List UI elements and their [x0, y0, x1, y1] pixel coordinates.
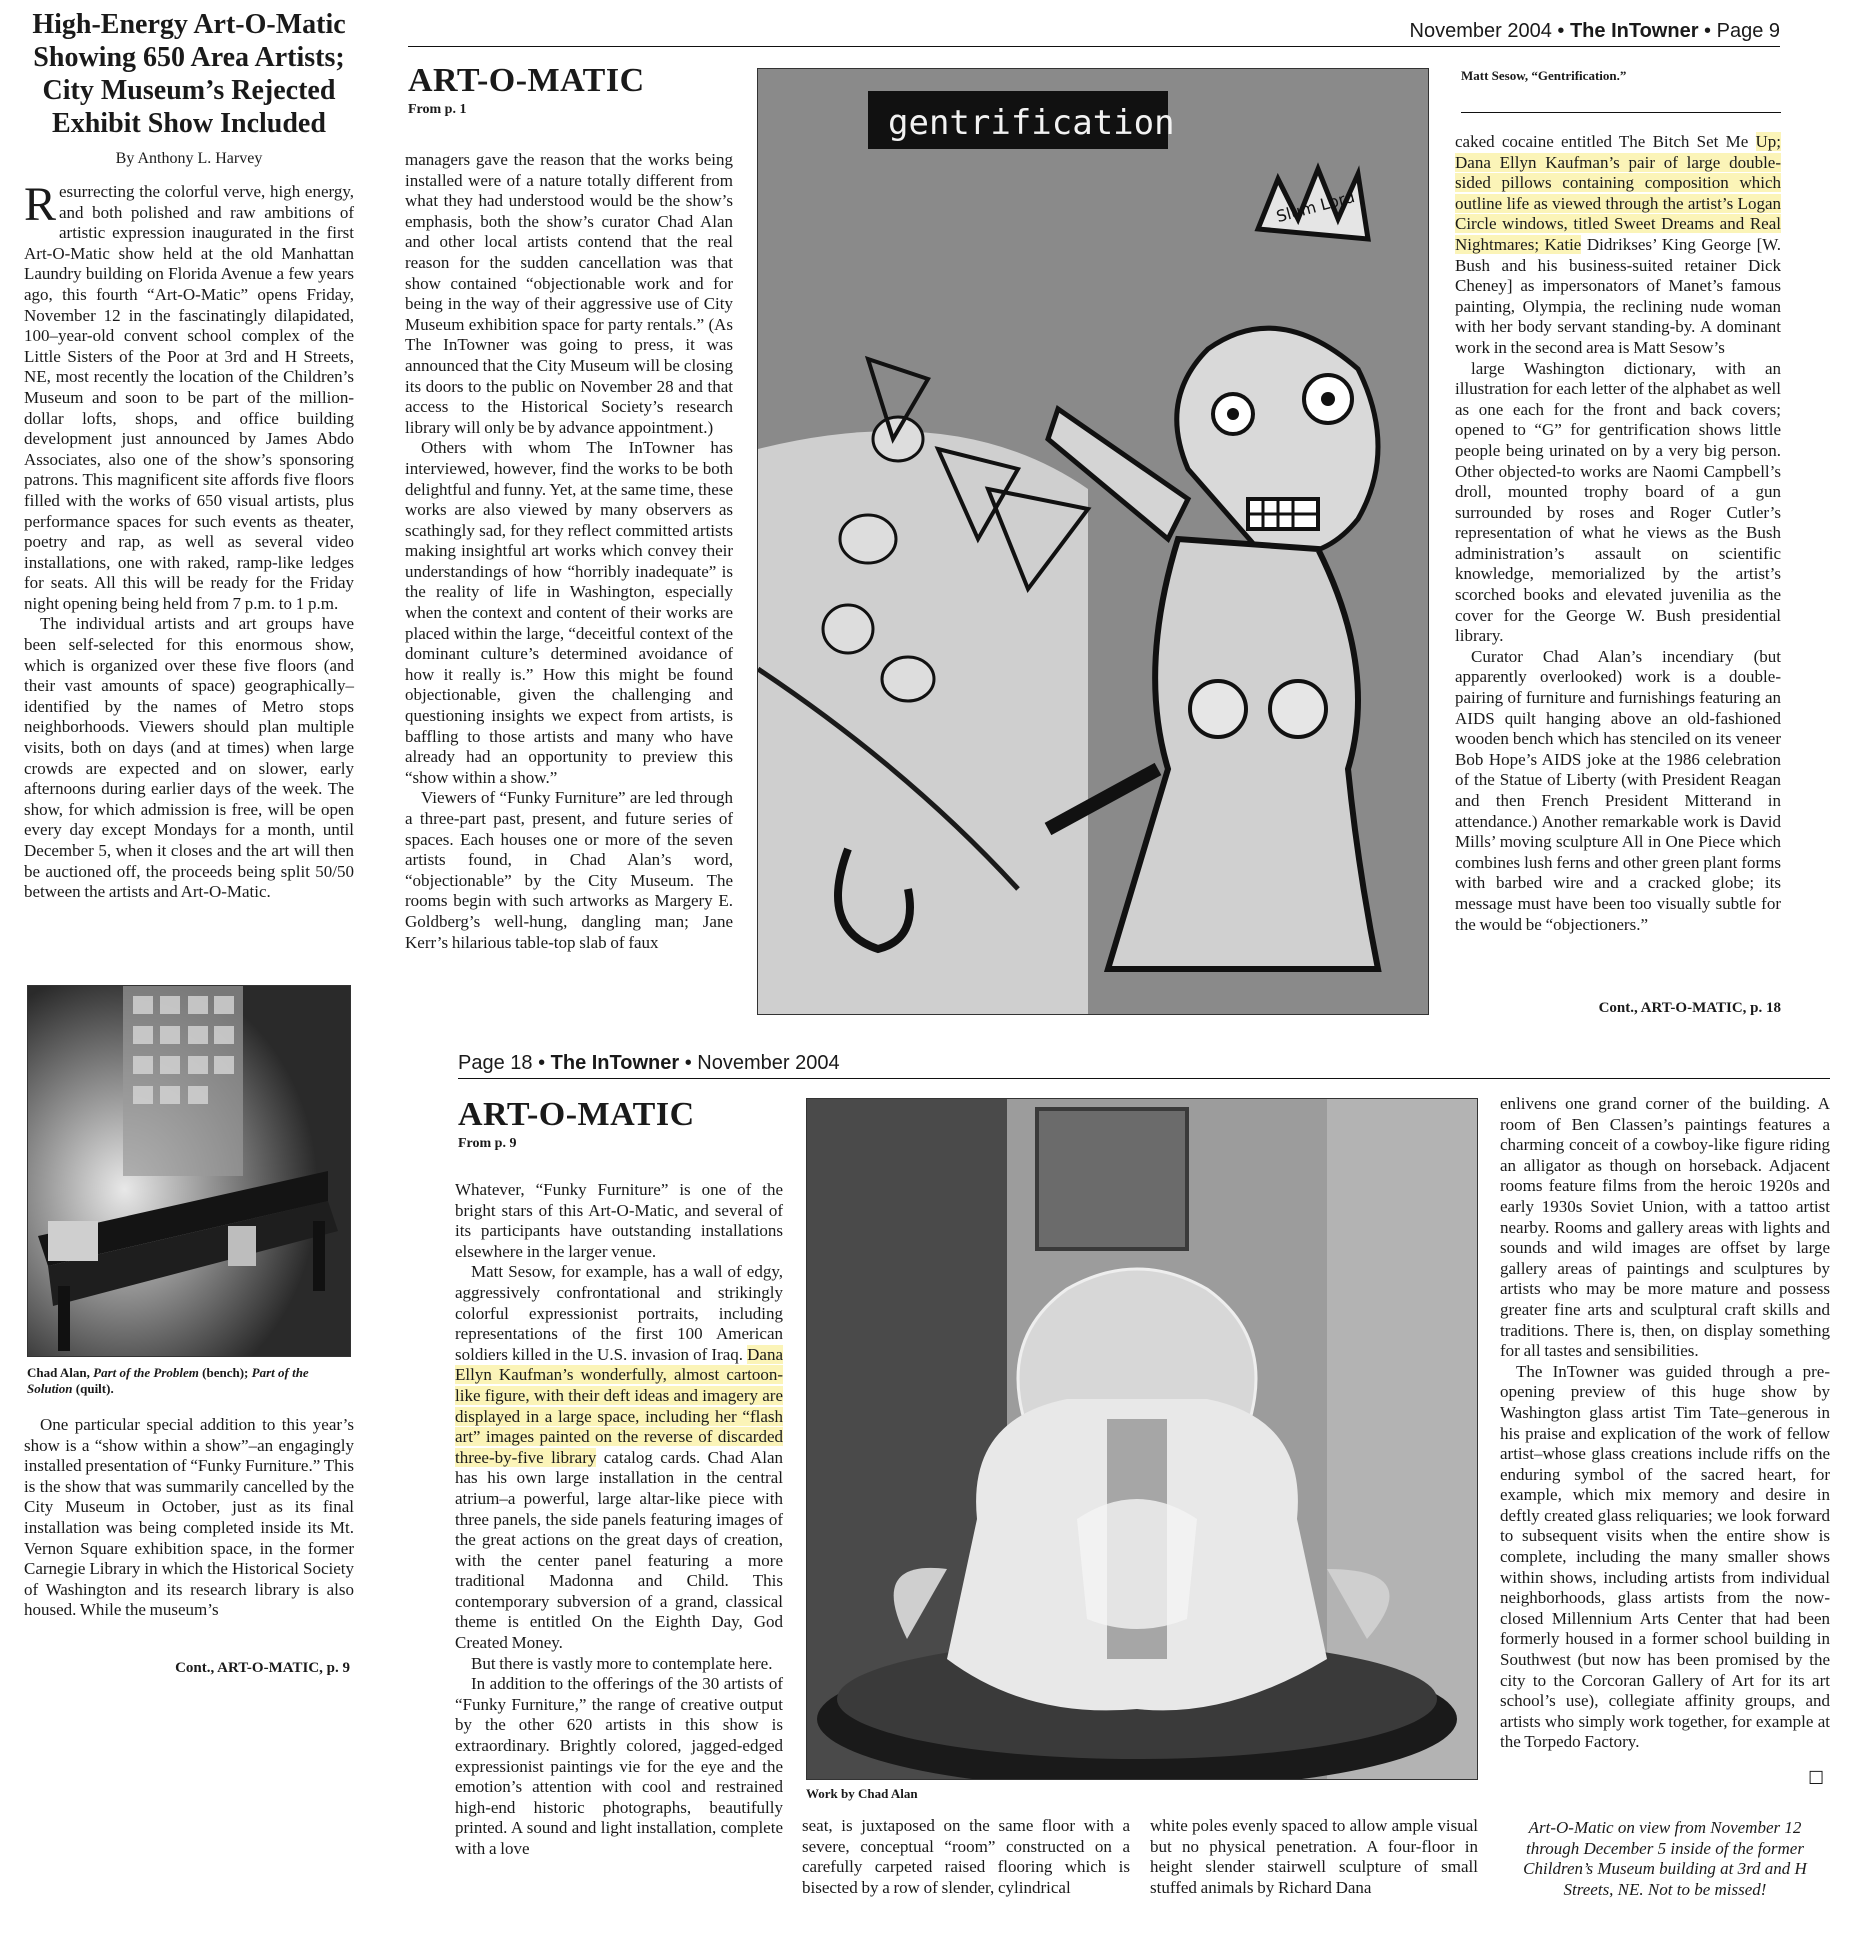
page18-col3	[1150, 1816, 1478, 1898]
page18-col2-text: seat, is juxtaposed on the same floor with a severe, conceptual “room” constructed on a carefully carpeted raised flooring which is bisected by a row of slender, cylindrical	[802, 1816, 1130, 1897]
page18-col1-p4: In addition to the offerings of the 30 artists of “Funky Furniture,” the range of creative output by the other 620 artists in this show is extraordinary. Brightly colored, jagged-edged expressionist paintings vie for the eye and the emotion’s attention with cool and restrained high-end historic photographs, beautifully printed. A sound and light installation, complete with a love	[455, 1674, 783, 1858]
page18-kicker: ART-O-MATIC	[458, 1096, 695, 1133]
page18-col1-p2-pre: Matt Sesow, for example, has a wall of edgy, aggressively confrontational and strikingly colorful expressionist portraits, including representations of the first 100 American soldiers killed in the U.S. invasion of Iraq.	[455, 1262, 783, 1364]
left-paragraph-2: The individual artists and art groups have been self-selected for this enormous show, which is organized over these five floors (and their vast amounts of space) geographically–identified by the names of Metro stops neighborhoods. Viewers should plan multiple visits, both on days (and at times) when large crowds are expected and on slower, early afternoons during earlier days of the week. The show, for which admission is free, will be open every day except Mondays for a month, until December 5, when it closes and the art will then be auctioned off, the proceeds being split 50/50 between the artists and Art-O-Matic.	[24, 614, 354, 902]
page9-col3	[1455, 132, 1781, 935]
highlighted-text-flash-art: Dana Ellyn Kaufman’s wonderfully, almost cartoon-like figure, with their deft ideas and imagery are displayed in a large space, including her “flash art” images painted on the reverse of discarded three-by-five library	[455, 1344, 783, 1467]
left-paragraph-1: esurrecting the colorful verve, high energy, and both polished and raw ambitions of artistic expression inaugurated in the first Art-O-Matic show held at the old Manhattan Laundry building on Florida Avenue a few years ago, this fourth “Art-O-Matic” opens Friday, November 12 in the fascinatingly dilapidated, 100–year-old convent school complex of the Little Sisters of the Poor at 3rd and H Streets, NE, most recently the location of the Children’s Museum and soon to be part of the million-dollar lofts, shops, and office building development just announced by James Abdo Associates, also one of the show’s sponsoring patrons. This magnificent site affords five floors filled with the works of 650 visual artists, plus performance spaces for such events as theater, poetry and rap, as well as several video installations, one with raked, ramp-like ledges for seats. All this will be ready for the Friday night opening being held from 7 p.m. to 1 p.m.	[24, 182, 354, 613]
page9-col1-p3: Viewers of “Funky Furniture” are led through a three-part past, present, and future series of spaces. Each houses one or more of the seven artists found, in Chad Alan’s word, “objectionable” by the City Museum. The rooms begin with such artworks as Margery E. Goldberg’s well-hung, dangling man; Jane Kerr’s hilarious table-top slab of faux	[405, 788, 733, 952]
page9-col1-p1: managers gave the reason that the works being installed were of a nature totally different from what they had understood would be the show’s emphasis, both the show’s curator Chad Alan and other local artists contend that the real reason for the sudden cancellation was that show contained “objectionable work and for being in the way of their aggressive use of City Museum exhibition space for party rentals.” (As The InTowner was going to press, it was announced that the City Museum will be closing its doors to the public on November 28 and that access to the Historical Society’s research library will only be by advance appointment.)	[405, 150, 733, 437]
painting-caption-rule	[1461, 112, 1781, 113]
show-dates-note: Art-O-Matic on view from November 12 through December 5 inside of the former Children’s Museum building at 3rd and H Streets, NE. Not to be missed!	[1523, 1818, 1807, 1899]
page18-col1-p1: Whatever, “Funky Furniture” is one of the bright stars of this Art-O-Matic, and several of its participants have outstanding installations elsewhere in the larger venue.	[455, 1180, 783, 1261]
page9-col3-pre: caked cocaine entitled The Bitch Set Me	[1455, 132, 1756, 151]
page18-col3-text: white poles evenly spaced to allow ample visual but no physical penetration. A four-floor in height slender stairwell sculpture of small stuffed animals by Richard Dana	[1150, 1816, 1478, 1897]
left-byline: By Anthony L. Harvey	[115, 150, 263, 167]
painting-title-label: gentrification	[888, 103, 1175, 143]
bench-quilt-photo	[27, 985, 351, 1357]
page9-col3-post: Didrikses’ King George [W. Bush and his business-suited retainer Dick Cheney] as impersonators of Manet’s famous painting, Olympia, the reclining nude woman with her body servant standing-by. A dominant work in the second area is Matt Sesow’s	[1455, 234, 1781, 357]
left-story-body-2	[24, 1415, 354, 1621]
drop-cap: R	[24, 178, 57, 231]
left-paragraph-3: One particular special addition to this year’s show is a “show within a show”–an engagingly installed presentation of “Funky Furniture.” This is the show that was summarily cancelled by the City Museum in October, just as its final installation was being completed inside its Mt. Vernon Square exhibition space, in the former Carnegie Library in which the Historical Society of Washington and its research library is also housed. While the museum’s	[24, 1415, 354, 1620]
page9-header: November 2004 • The InTowner • Page 9	[1409, 20, 1780, 42]
page18-col4	[1500, 1094, 1830, 1753]
page18-col4-p1: enlivens one grand corner of the building. A room of Ben Classen’s paintings features a charming conceit of a cowboy-like figure riding an alligator as though on horseback. Adjacent rooms feature films from the heroic 1920s and early 1930s Soviet Union, with a tattoo artist nearby. Rooms and gallery areas with lights and sounds and wild images are offset by large gallery areas of paintings and sculptures by artists who may be more mature and possess greater fine arts and sculptural craft skills and traditions. There is, then, on display something for all tastes and sensibilities.	[1500, 1094, 1830, 1361]
bench-photo-caption: Chad Alan, Part of the Problem (bench); Part of the Solution (quilt).	[27, 1365, 309, 1396]
page18-header: Page 18 • The InTowner • November 2004	[458, 1052, 840, 1074]
gentrification-illustration	[758, 69, 1428, 1014]
bench-quilt-illustration	[28, 986, 350, 1356]
page9-header-rule	[408, 46, 1780, 47]
page18-col1	[455, 1180, 783, 1860]
page9-kicker: ART-O-MATIC	[408, 62, 645, 99]
chad-alan-sculpture-photo	[806, 1098, 1478, 1780]
page18-header-rule	[458, 1078, 1830, 1079]
page9-col3-p3: Curator Chad Alan’s incendiary (but apparently overlooked) work is a double-pairing of furniture and furnishings featuring an AIDS quilt hanging above an old-fashioned wooden bench which has stenciled on its veneer Bob Hope’s AIDS joke at the 1986 celebration of the Statue of Liberty (with President Reagan and then French President Mitterand in attendance.) Another remarkable work is David Mills’ moving sculpture All in One Piece which combines lush ferns and other green plant forms with barbed wire and a cracked globe; its message must have been too visually subtle for the would be “objectioners.”	[1455, 646, 1781, 934]
page9-col1	[405, 150, 733, 953]
left-story-body	[24, 178, 354, 903]
story-end-mark: ☐	[1808, 1768, 1825, 1788]
page9-col1-p2: Others with whom The InTowner has interviewed, however, find the works to be both delightful and funny. Yet, at the same time, these works are also viewed by many observers as scathingly sad, for they reflect committed artists making insightful art works which convey their understandings of how “horribly inadequate” is the reality of life in Washington, especially when the context and content of their works are placed within the large, “deceitful context of the dominant culture’s determined avoidance of how it really is.” How this might be found objectionable, given the challenging and questioning insights we expect from artists, is baffling to those artists and many who have already had an opportunity to preview this “show within a show.”	[405, 438, 733, 787]
page18-from: From p. 9	[458, 1136, 517, 1151]
left-headline: High-Energy Art-O-Matic Showing 650 Area Artists; City Museum’s Rejected Exhibit Show Included	[32, 9, 346, 139]
sculpture-illustration	[807, 1099, 1477, 1779]
gentrification-painting	[757, 68, 1429, 1015]
page9-cont-line: Cont., ART-O-MATIC, p. 18	[1598, 1000, 1781, 1016]
page18-col4-p2: The InTowner was guided through a pre-opening preview of this huge show by Washington glass artist Tim Tate–generous in his praise and explication of the work of fellow artist–whose glass creations include riffs on the enduring symbol of the sacred heart, for example, which mix memory and desire in deftly created glass reliquaries; we look forward to subsequent visits when the entire show is complete, including the many smaller shows within shows, including artists from individual neighborhoods, glass artists from the now-closed Millennium Arts Center that had been formerly housed in a former school building in Southwest (but now has been promised by the city to the Corcoran Gallery of Art for its art school’s use), collegiate affinity groups, and artists who simply work together, for example at the Torpedo Factory.	[1500, 1361, 1830, 1752]
sculpture-photo-caption: Work by Chad Alan	[806, 1786, 918, 1801]
page18-col1-p2-post: catalog cards. Chad Alan has his own large installation in the central atrium–a powerful, large altar-like piece with three panels, the side panels featuring images of the great actions on the great days of creation, with the center panel featuring a more traditional Madonna and Child. This contemporary subversion of a grand, classical theme is entitled On the Eighth Day, God Created Money.	[455, 1447, 783, 1653]
left-cont-line: Cont., ART-O-MATIC, p. 9	[175, 1660, 350, 1676]
page18-col1-p3: But there is vastly more to contemplate here.	[471, 1653, 773, 1673]
painting-caption: Matt Sesow, “Gentrification.”	[1461, 68, 1627, 83]
painting-crown-label: Slum Lord	[1274, 186, 1357, 227]
highlighted-text-pillows: Up; Dana Ellyn Kaufman’s pair of large double-sided pillows containing composition which outline life as viewed through the artist’s Logan Circle windows, titled Sweet Dreams and Real Nightmares; Katie	[1455, 132, 1781, 254]
page9-col3-p2: large Washington dictionary, with an illustration for each letter of the alphabet as well as one each for the front and back covers; opened to “G” for gentrification shows little people being urinated on by a very big person. Other objected-to works are Naomi Campbell’s droll, mounted trophy board of a gun surrounded by roses and Roger Cutler’s representation of what he views as the Bush administration’s assault on scientific knowledge, memorialized by the artist’s scorched books and elevated juvenilia as the cover for the George W. Bush presidential library.	[1455, 358, 1781, 646]
page9-from: From p. 1	[408, 102, 467, 117]
page18-col2	[802, 1816, 1130, 1898]
